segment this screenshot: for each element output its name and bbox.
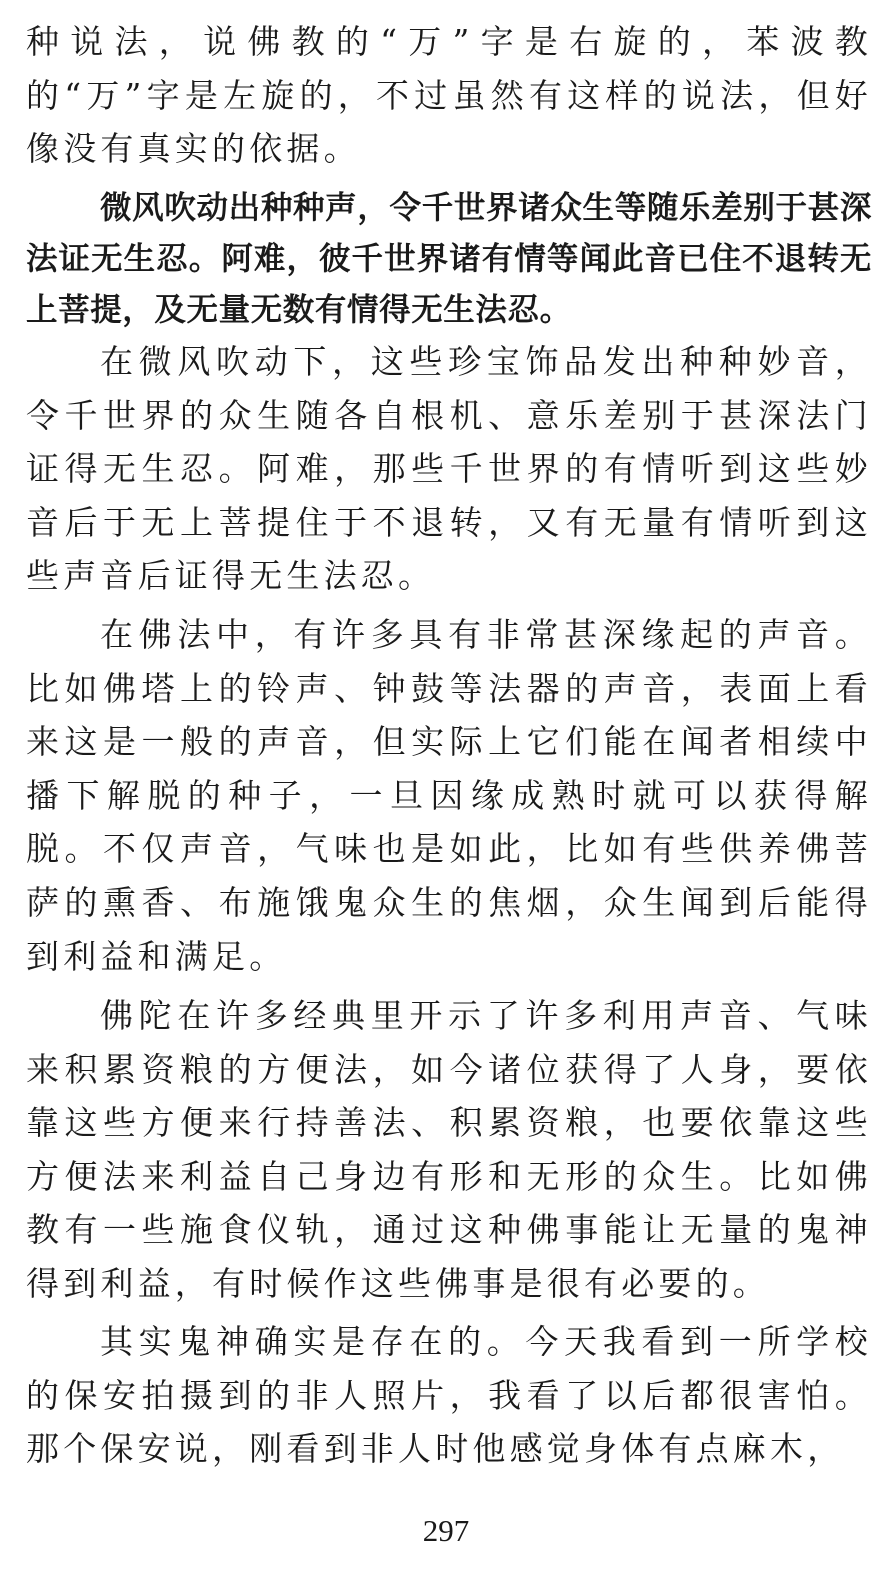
paragraph-continued: 种说法，说佛教的“万”字是右旋的，苯波教的“万”字是左旋的，不过虽然有这样的说法，但好像没有真实的依据。 [26,22,872,169]
paragraph: 在佛法中，有许多具有非常甚深缘起的声音。比如佛塔上的铃声、钟鼓等法器的声音，表面上看来这是一般的声音，但实际上它们能在闻者相续中播下解脱的种子，一旦因缘成熟时就可以获得解脱。不仅声音，气味也是如此，比如有些供养佛菩萨的熏香、布施饿鬼众生的焦烟，众生闻到后能得到利益和满足。 [26,615,872,976]
page-number: 297 [422,1513,470,1548]
paragraph: 其实鬼神确实是存在的。今天我看到一所学校的保安拍摄到的非人照片，我看了以后都很害怕。那个保安说，刚看到非人时他感觉身体有点麻木， [26,1322,872,1469]
paragraph: 佛陀在许多经典里开示了许多利用声音、气味来积累资粮的方便法，如今诸位获得了人身，要依靠这些方便来行持善法、积累资粮，也要依靠这些方便法来利益自己身边有形和无形的众生。比如佛教有一些施食仪轨，通过这种佛事能让无量的鬼神得到利益，有时候作这些佛事是很有必要的。 [26,996,872,1303]
sutra-quote-paragraph: 微风吹动出种种声，令千世界诸众生等随乐差别于甚深法证无生忍。阿难，彼千世界诸有情等闻此音已住不退转无上菩提，及无量无数有情得无生法忍。 [26,190,872,328]
paragraph: 在微风吹动下，这些珍宝饰品发出种种妙音，令千世界的众生随各自根机、意乐差别于甚深法门证得无生忍。阿难，那些千世界的有情听到这些妙音后于无上菩提住于不退转，又有无量有情听到这些声音后证得无生法忍。 [26,342,872,596]
